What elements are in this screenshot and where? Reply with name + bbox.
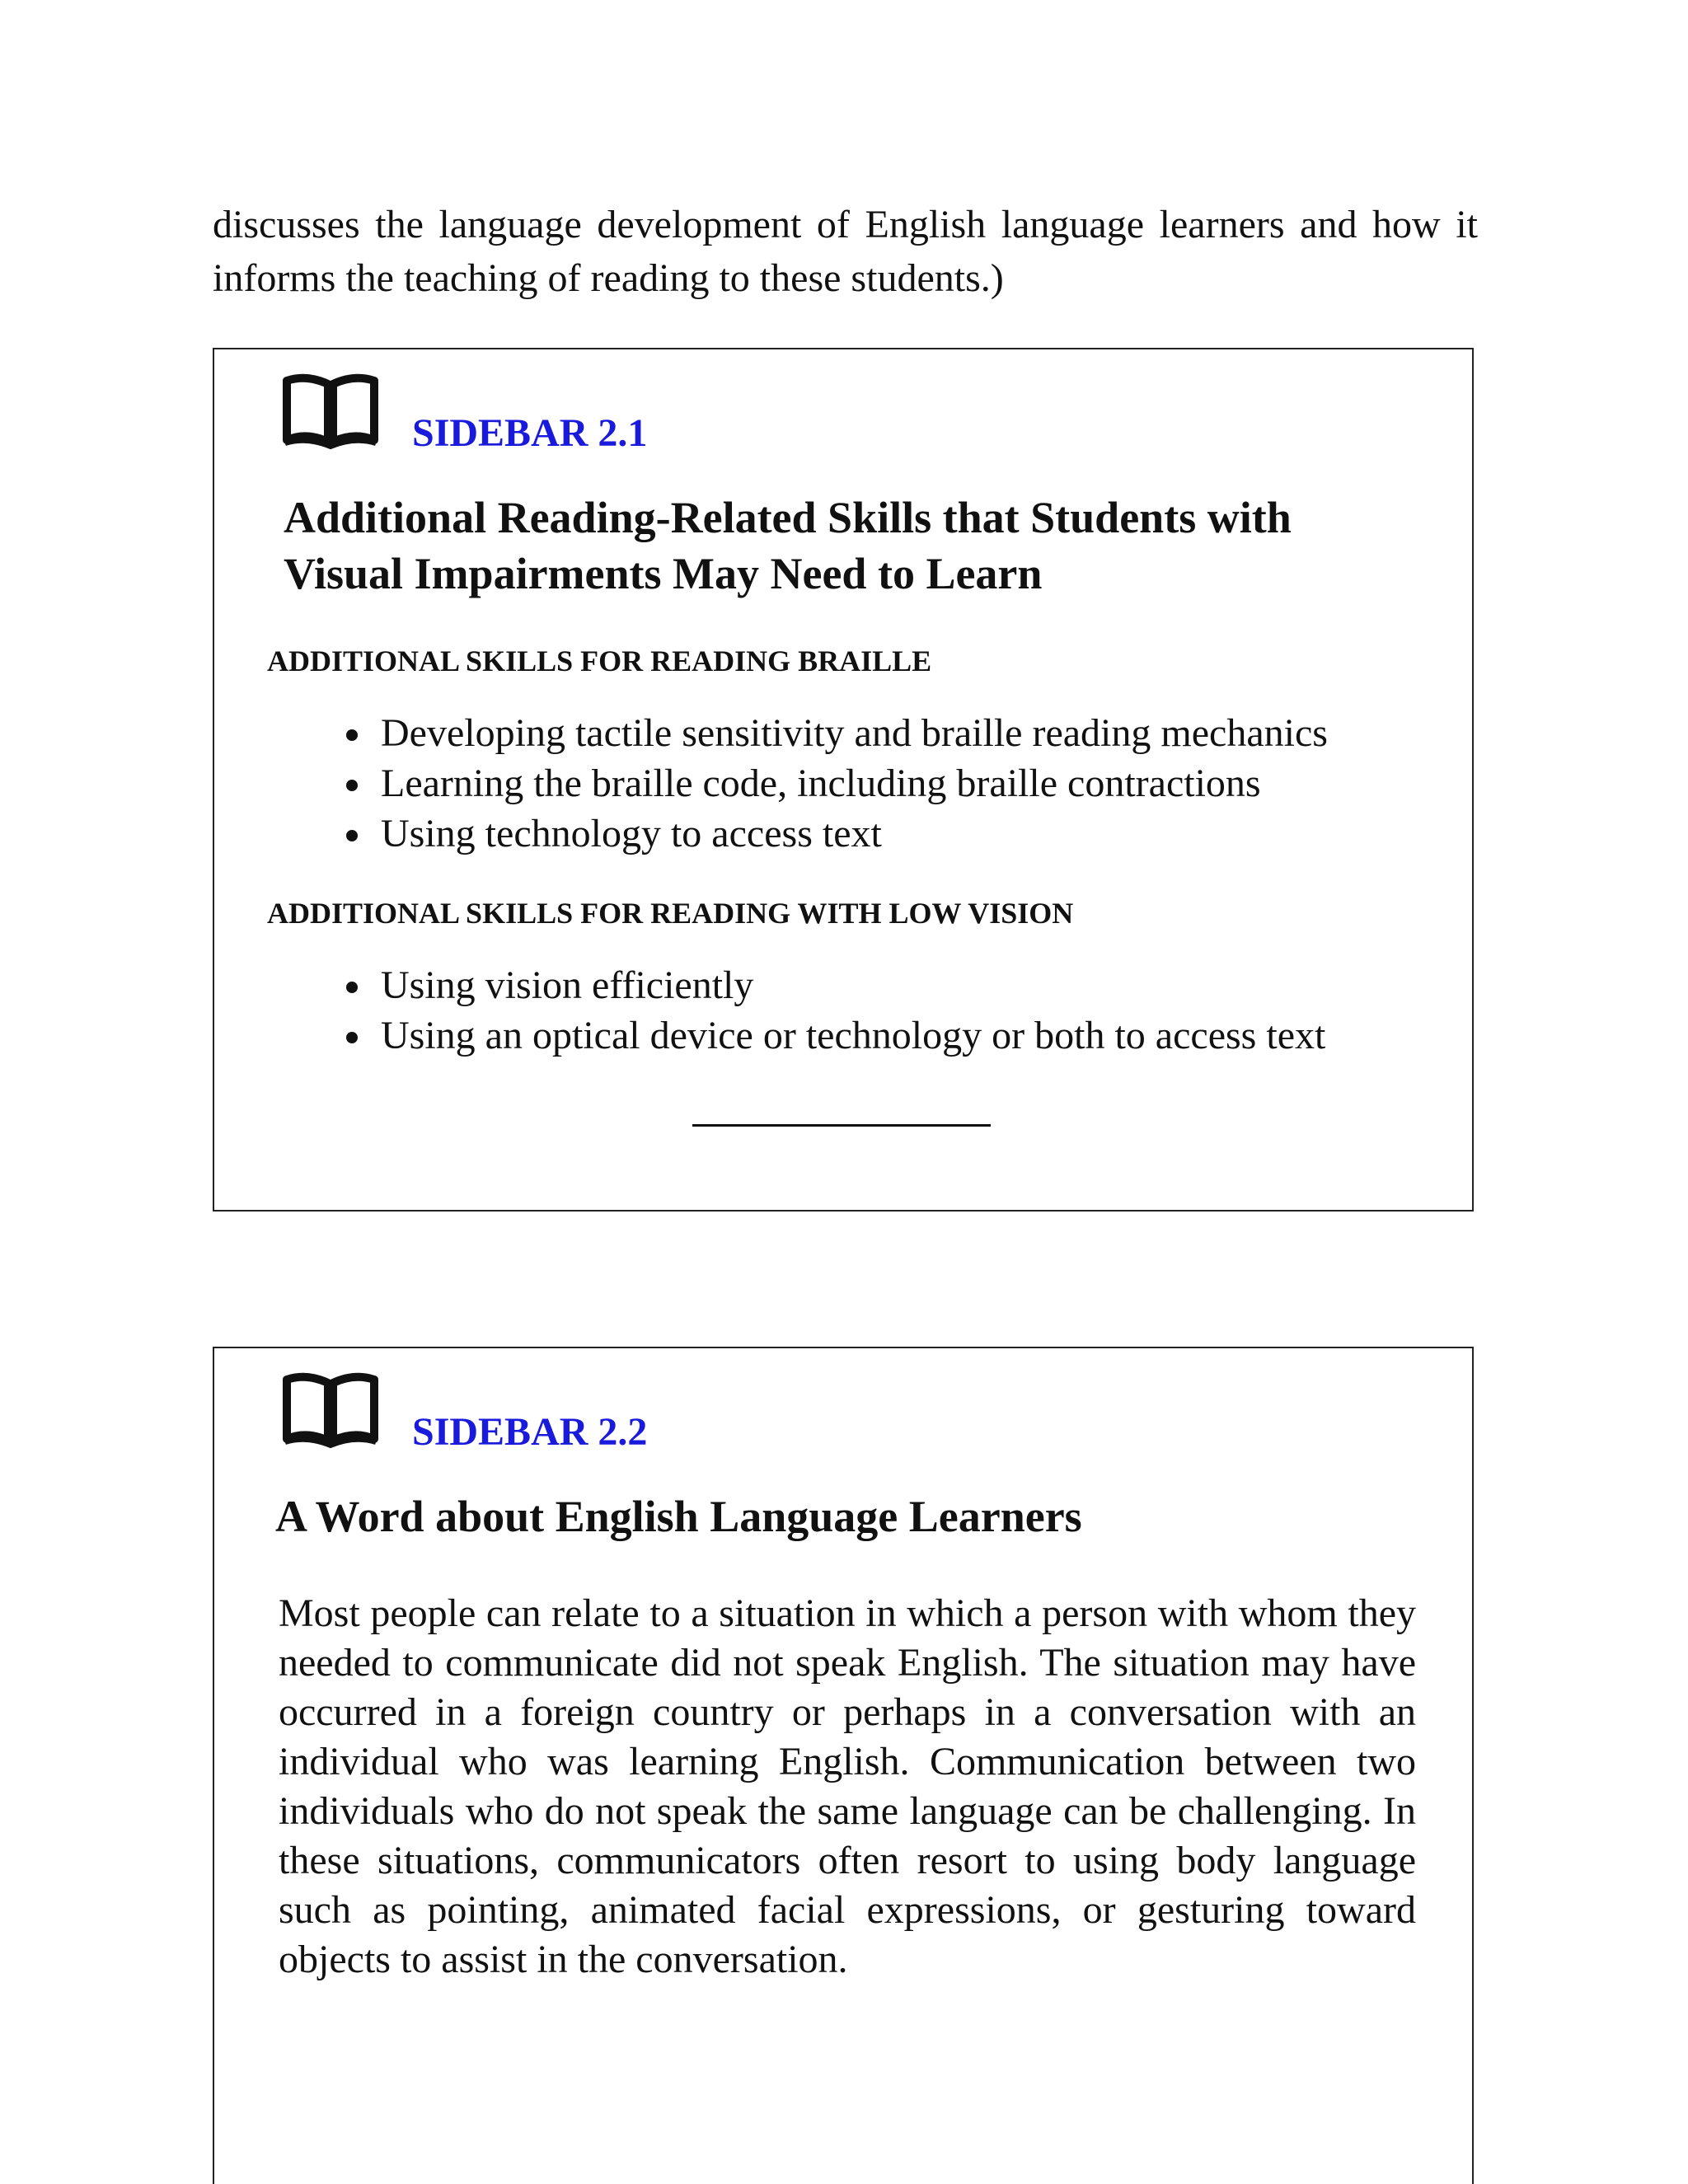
section-heading-braille: ADDITIONAL SKILLS FOR READING BRAILLE (267, 644, 932, 677)
sidebar-title: A Word about English Language Learners (275, 1492, 1082, 1541)
intro-paragraph: discusses the language development of English language learners and how it informs the teaching of reading to these students.) (213, 203, 1478, 300)
list-item: Using an optical device or technology or both to access text (338, 1010, 1325, 1061)
section-heading-low-vision: ADDITIONAL SKILLS FOR READING WITH LOW VISION (267, 897, 1074, 930)
low-vision-skills-list (338, 960, 1325, 1061)
divider (692, 1124, 991, 1127)
sidebar-label: SIDEBAR 2.1 (412, 411, 648, 455)
book-icon (282, 373, 379, 450)
list-item: Using technology to access text (338, 808, 1328, 859)
sidebar-2-1 (213, 348, 1474, 1212)
list-item: Using vision efficiently (338, 960, 1325, 1010)
book-icon (282, 1371, 379, 1449)
list-item: Developing tactile sensitivity and braille reading mechanics (338, 708, 1328, 758)
sidebar-label: SIDEBAR 2.2 (412, 1410, 648, 1454)
sidebar-title: Additional Reading-Related Skills that Students with Visual Impairments May Need to Learn (284, 493, 1292, 598)
list-item: Learning the braille code, including braille contractions (338, 758, 1328, 808)
sidebar-body-text: Most people can relate to a situation in which a person with whom they needed to communicate did not speak English. The situation may have occurred in a foreign country or perhaps in a conversation with an individual who was learning English. Communication between two individuals who do not speak the same language can be challenging. In these situations, communicators often resort to using body language such as pointing, animated facial expressions, or gesturing toward objects to assist in the conversation. (279, 1591, 1416, 1981)
sidebar-2-2 (213, 1347, 1474, 2184)
braille-skills-list (338, 708, 1328, 859)
